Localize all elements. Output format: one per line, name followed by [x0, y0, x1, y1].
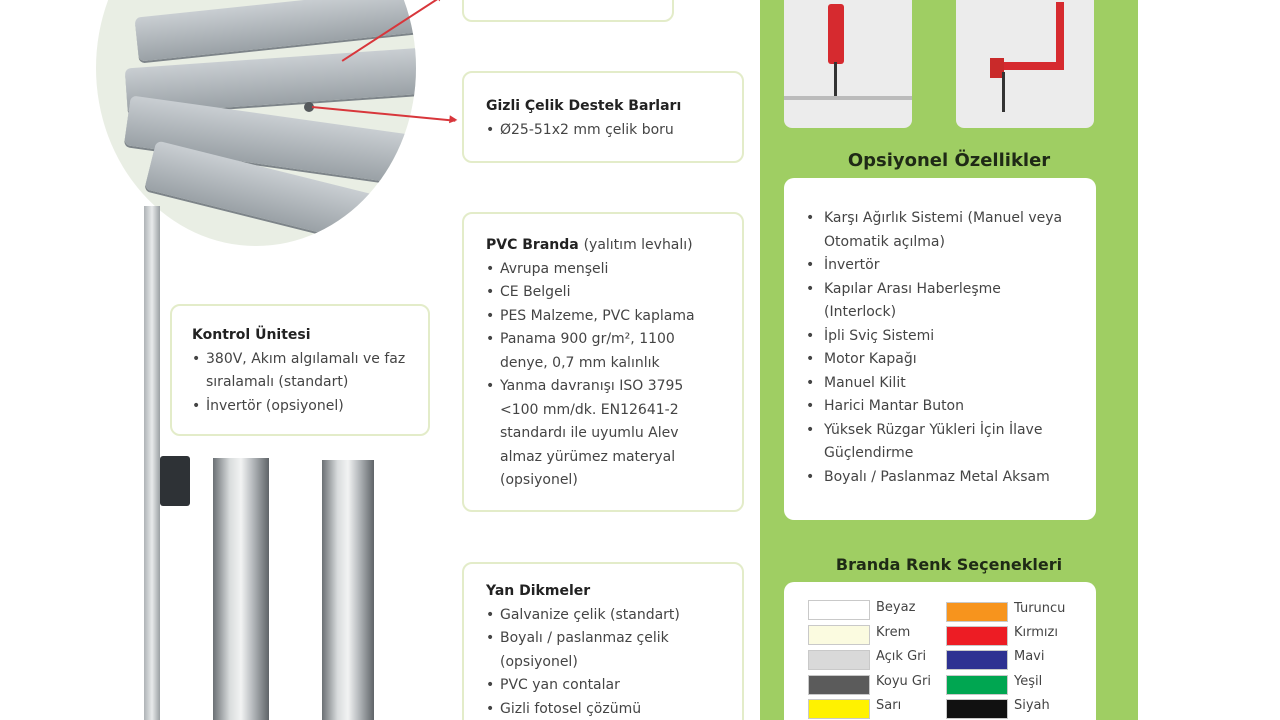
list-item: • PES Malzeme, PVC kaplama: [486, 305, 728, 329]
swatch-koyu-gri: [808, 675, 870, 695]
swatch-sari: [808, 699, 870, 719]
list-item: • Panama 900 gr/m², 1100 denye, 0,7 mm kalınlık: [486, 328, 710, 375]
swatch-label: Krem: [876, 625, 911, 640]
list-item: • İnvertör: [806, 254, 1086, 278]
control-unit-box: [170, 304, 430, 436]
options-list: [806, 207, 1086, 489]
swatch-siyah: [946, 699, 1008, 719]
swatch-label: Açık Gri: [876, 649, 927, 664]
control-unit-list: [192, 348, 422, 419]
swatch-label: Beyaz: [876, 600, 916, 615]
support-bars-title: Gizli Çelik Destek Barları: [486, 98, 682, 114]
swatch-label: Turuncu: [1014, 601, 1066, 616]
list-item: • Galvanize çelik (standart): [486, 604, 728, 628]
list-item: • 380V, Akım algılamalı ve faz sıralamalı (standart): [192, 348, 428, 395]
pvc-branda-box: [462, 212, 744, 512]
swatch-yesil: [946, 675, 1008, 695]
swatch-label: Yeşil: [1014, 674, 1043, 689]
list-item: • Ø25-51x2 mm çelik boru: [486, 119, 742, 143]
list-item: • Avrupa menşeli: [486, 258, 728, 282]
list-item: • Manuel Kilit: [806, 372, 1086, 396]
pvc-branda-title-main: PVC Branda: [486, 237, 579, 253]
list-item: • İpli Sviç Sistemi: [806, 325, 1086, 349]
list-item: • CE Belgeli: [486, 281, 728, 305]
list-item: • Yanma davranışı ISO 3795 <100 mm/dk. EN12641-2 standardı ile uyumlu Alev almaz yürümez materyal (opsiyonel): [486, 375, 718, 493]
side-posts-box: [462, 562, 744, 720]
swatch-acik-gri: [808, 650, 870, 670]
support-bars-box: [462, 71, 744, 163]
list-item: • Harici Mantar Buton: [806, 395, 1086, 419]
list-item: • Yüksek Rüzgar Yükleri İçin İlave Güçlendirme: [806, 419, 1086, 466]
rail-profile-image-1: [213, 458, 269, 720]
list-item: • Motor Kapağı: [806, 348, 1086, 372]
list-item: • Gizli fotosel çözümü: [486, 698, 728, 720]
swatch-label: Kırmızı: [1014, 625, 1058, 640]
list-item: • Boyalı / paslanmaz çelik (opsiyonel): [486, 627, 700, 674]
rail-profile-image-2: [322, 460, 374, 720]
swatch-label: Koyu Gri: [876, 674, 931, 689]
counterweight-photo-1: [784, 0, 912, 128]
list-item: • PVC yan contalar: [486, 674, 728, 698]
swatch-label: Sarı: [876, 698, 902, 713]
swatch-mavi: [946, 650, 1008, 670]
control-unit-title: Kontrol Ünitesi: [192, 327, 311, 343]
swatch-label: Mavi: [1014, 649, 1045, 664]
side-posts-list: [486, 604, 728, 720]
top-info-box: [462, 0, 674, 22]
list-item: • Kapılar Arası Haberleşme (Interlock): [806, 278, 1044, 325]
color-options-title: Branda Renk Seçenekleri: [835, 555, 1063, 574]
pvc-branda-title-sub: (yalıtım levhalı): [583, 237, 693, 253]
side-posts-title: Yan Dikmeler: [486, 583, 591, 599]
counterweight-photo-2: [956, 0, 1094, 128]
support-bars-list: [486, 119, 742, 143]
pvc-branda-list: [486, 258, 728, 493]
swatch-krem: [808, 625, 870, 645]
list-item: • Boyalı / Paslanmaz Metal Aksam: [806, 466, 1086, 490]
swatch-kirmizi: [946, 626, 1008, 646]
control-unit-image: [160, 456, 190, 506]
list-item: • Karşı Ağırlık Sistemi (Manuel veya Otomatik açılma): [806, 207, 1064, 254]
list-item: • İnvertör (opsiyonel): [192, 395, 422, 419]
swatch-turuncu: [946, 602, 1008, 622]
options-title: Opsiyonel Özellikler: [847, 150, 1051, 171]
side-post-image: [144, 206, 160, 720]
swatch-beyaz: [808, 600, 870, 620]
swatch-label: Siyah: [1014, 698, 1050, 713]
pvc-branda-title: [486, 234, 728, 258]
